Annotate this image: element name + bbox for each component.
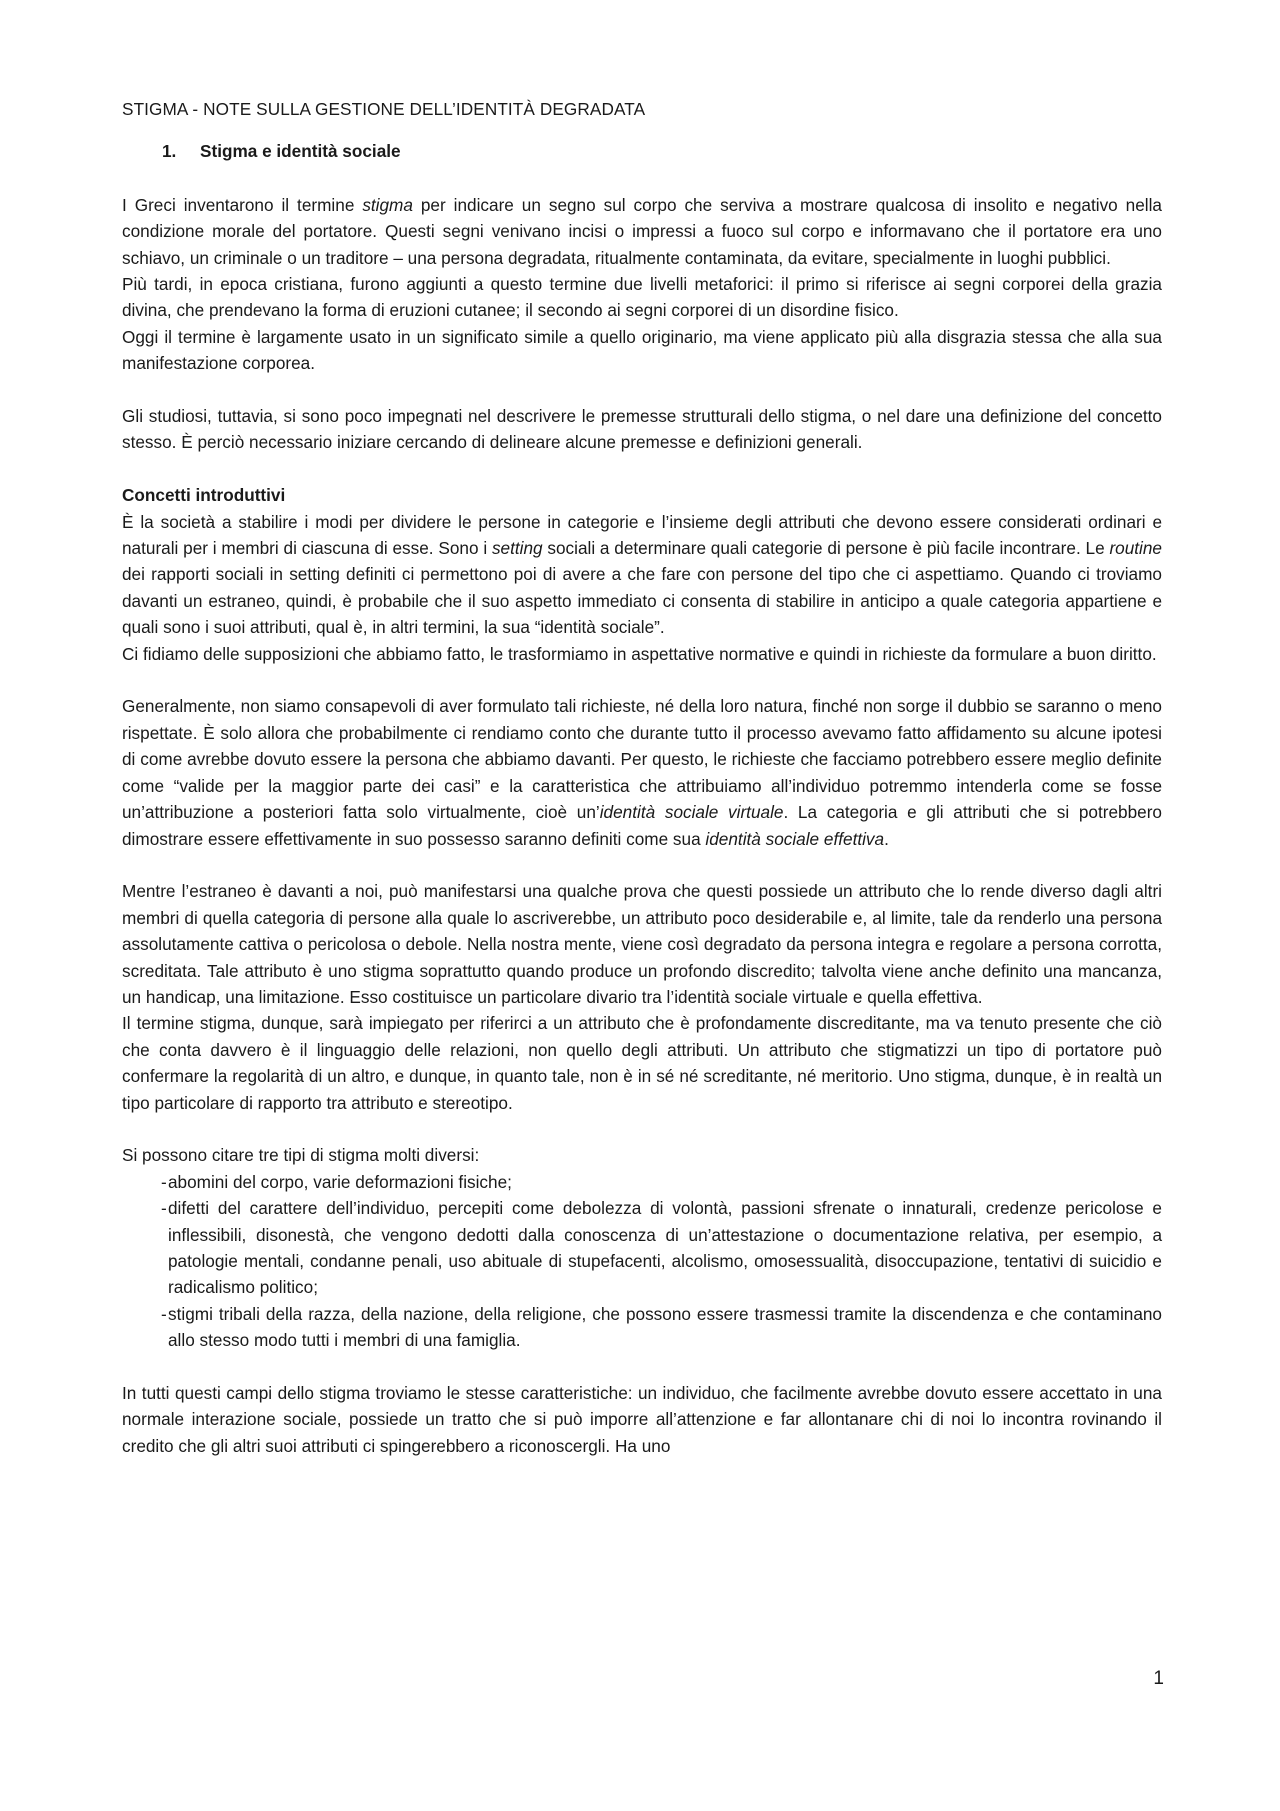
paragraph-scholars: Gli studiosi, tuttavia, si sono poco impegnati nel descrivere le premesse strutturali dello stigma, o nel dare una definizione del concetto stesso. È perciò necessario iniziare cercando di delineare alcune premesse e definizioni generali.	[122, 406, 1162, 453]
italic-term: stigma	[362, 194, 413, 215]
list-item	[122, 1169, 1162, 1195]
text-run: dei rapporti sociali in setting definiti ci permettono poi di avere a che fare con persone del tipo che ci aspettiamo. Quando ci troviamo davanti un estraneo, quindi, è probabile che il suo aspetto immediato ci consenta di stabilire in anticipo a quale categoria appartiene e quali sono i suoi attributi, qual è, in altri termini, la sua “identità sociale”.	[122, 564, 1162, 638]
section-heading	[122, 138, 1162, 164]
list-item-text: abomini del corpo, varie deformazioni fisiche;	[168, 1171, 512, 1192]
blank-line	[122, 852, 1162, 878]
paragraph-stigma-definition: Il termine stigma, dunque, sarà impiegato per riferirci a un attributo che è profondamente discreditante, ma va tenuto presente che ciò che conta davvero è il linguaggio delle relazioni, non quello degli attributi. Un attributo che stigmatizzi un tipo di portatore può confermare la regolarità di un altro, e dunque, in quanto tale, non è in sé né screditante, né meritorio. Uno stigma, dunque, è in realtà un tipo particolare di rapporto tra attributo e stereotipo.	[122, 1013, 1162, 1113]
paragraph-christian-era: Più tardi, in epoca cristiana, furono aggiunti a questo termine due livelli metaforici: il primo si riferisce ai segni corporei della grazia divina, che prendevano la forma di eruzioni cutanee; il secondo ai segni corporei di un disordine fisico.	[122, 274, 1162, 321]
list-item	[122, 1301, 1162, 1354]
subheading-introductory-concepts: Concetti introduttivi	[122, 485, 286, 506]
section-title: Stigma e identità sociale	[200, 141, 401, 162]
paragraph-normative-expectations: Ci fidiamo delle supposizioni che abbiamo fatto, le trasformiamo in aspettative normative e quindi in richieste da formulare a buon diritto.	[122, 643, 1157, 664]
paragraph-virtual-identity	[122, 693, 1162, 851]
text-run: .	[884, 828, 889, 849]
stigma-types-list	[122, 1169, 1162, 1354]
dash-bullet: -	[161, 1171, 167, 1192]
text-run: I Greci inventarono il termine	[122, 194, 363, 215]
italic-term: routine	[1109, 538, 1162, 559]
text-run: È la società a stabilire i modi per dividere le persone in categorie e l’insieme degli attributi che devono essere considerati ordinari e naturali per i membri di ciascuna di esse. Sono i	[122, 511, 1162, 559]
blank-line	[122, 667, 1162, 693]
blank-line	[122, 1354, 1162, 1380]
italic-term: setting	[491, 538, 543, 559]
paragraph-society-categories	[122, 509, 1162, 641]
italic-term: identità sociale virtuale	[599, 802, 784, 823]
blank-line	[122, 1116, 1162, 1142]
paragraph-today: Oggi il termine è largamente usato in un significato simile a quello originario, ma viene applicato più alla disgrazia stessa che alla sua manifestazione corporea.	[122, 326, 1162, 374]
list-item-text: stigmi tribali della razza, della nazione, della religione, che possono essere trasmessi tramite la discendenza e che contaminano allo stesso modo tutti i membri di una famiglia.	[168, 1303, 1162, 1351]
text-run: . La categoria e gli attributi che si potrebbero dimostrare essere effettivamente in suo possesso saranno definiti come sua	[122, 802, 1162, 849]
document-title: STIGMA - NOTE SULLA GESTIONE DELL’IDENTITÀ DEGRADATA	[122, 99, 646, 119]
page-number: 1	[1153, 1668, 1164, 1689]
paragraph-stranger-attribute: Mentre l’estraneo è davanti a noi, può manifestarsi una qualche prova che questi possiede un attributo che lo rende diverso dagli altri membri di quella categoria di persone alla quale lo ascriverebbe, un attributo poco desiderabile e, al limite, tale da renderlo una persona assolutamente cattiva o pericolosa o debole. Nella nostra mente, viene così degradato da persona integra e regolare a persona corrotta, screditata. Tale attributo è uno stigma soprattutto quando produce un profondo discredito; talvolta viene anche definito una mancanza, un handicap, una limitazione. Esso costituisce un particolare divario tra l’identità sociale virtuale e quella effettiva.	[122, 881, 1162, 1007]
section-number: 1.	[162, 141, 177, 162]
text-run: Generalmente, non siamo consapevoli di aver formulato tali richieste, né della loro natura, finché non sorge il dubbio se saranno o meno rispettate. È solo allora che probabilmente ci rendiamo conto che durante tutto il processo avevamo fatto affidamento su alcune ipotesi di come avrebbe dovuto essere la persona che abbiamo davanti. Per questo, le richieste che facciamo potrebbero essere meglio definite come “valide per la maggior parte dei casi” e la caratteristica che attribuiamo all’individuo potremmo intenderla come se fosse un’attribuzione a posteriori fatta solo virtualmente, cioè un’	[122, 696, 1162, 823]
list-item-text: difetti del carattere dell’individuo, percepiti come debolezza di volontà, passioni sfrenate o innaturali, credenze pericolose e inflessibili, disonestà, che vengono dedotti dalla conoscenza di un’attestazione o documentazione relativa, per esempio, a patologie mentali, condanne penali, uso abituale di stupefacenti, alcolismo, omosessualità, disoccupazione, tentativi di suicidio e radicalismo politico;	[168, 1198, 1162, 1298]
blank-line	[122, 377, 1162, 403]
blank-line	[122, 456, 1162, 482]
paragraph-greek-origin	[122, 192, 1162, 271]
text-run: sociali a determinare quali categorie di persone è più facile incontrare. Le	[542, 538, 1110, 559]
italic-term: identità sociale effettiva	[705, 828, 885, 849]
paragraph-common-features: In tutti questi campi dello stigma troviamo le stesse caratteristiche: un individuo, che facilmente avrebbe dovuto essere accettato in una normale interazione sociale, possiede un tratto che si può imporre all’attenzione e far allontanare chi di noi lo incontra rovinando il credito che gli altri suoi attributi ci spingerebbero a riconoscergli. Ha uno	[122, 1383, 1162, 1456]
list-item	[122, 1195, 1162, 1301]
dash-bullet: -	[161, 1303, 167, 1324]
paragraph-three-types: Si possono citare tre tipi di stigma molti diversi:	[122, 1145, 480, 1166]
text-run: per indicare un segno sul corpo che serviva a mostrare qualcosa di insolito e negativo nella condizione morale del portatore. Questi segni venivano incisi o impressi a fuoco sul corpo e informavano che il portatore era uno schiavo, un criminale o un traditore – una persona degradata, ritualmente contaminata, da evitare, specialmente in luoghi pubblici.	[122, 194, 1162, 268]
dash-bullet: -	[161, 1198, 167, 1219]
